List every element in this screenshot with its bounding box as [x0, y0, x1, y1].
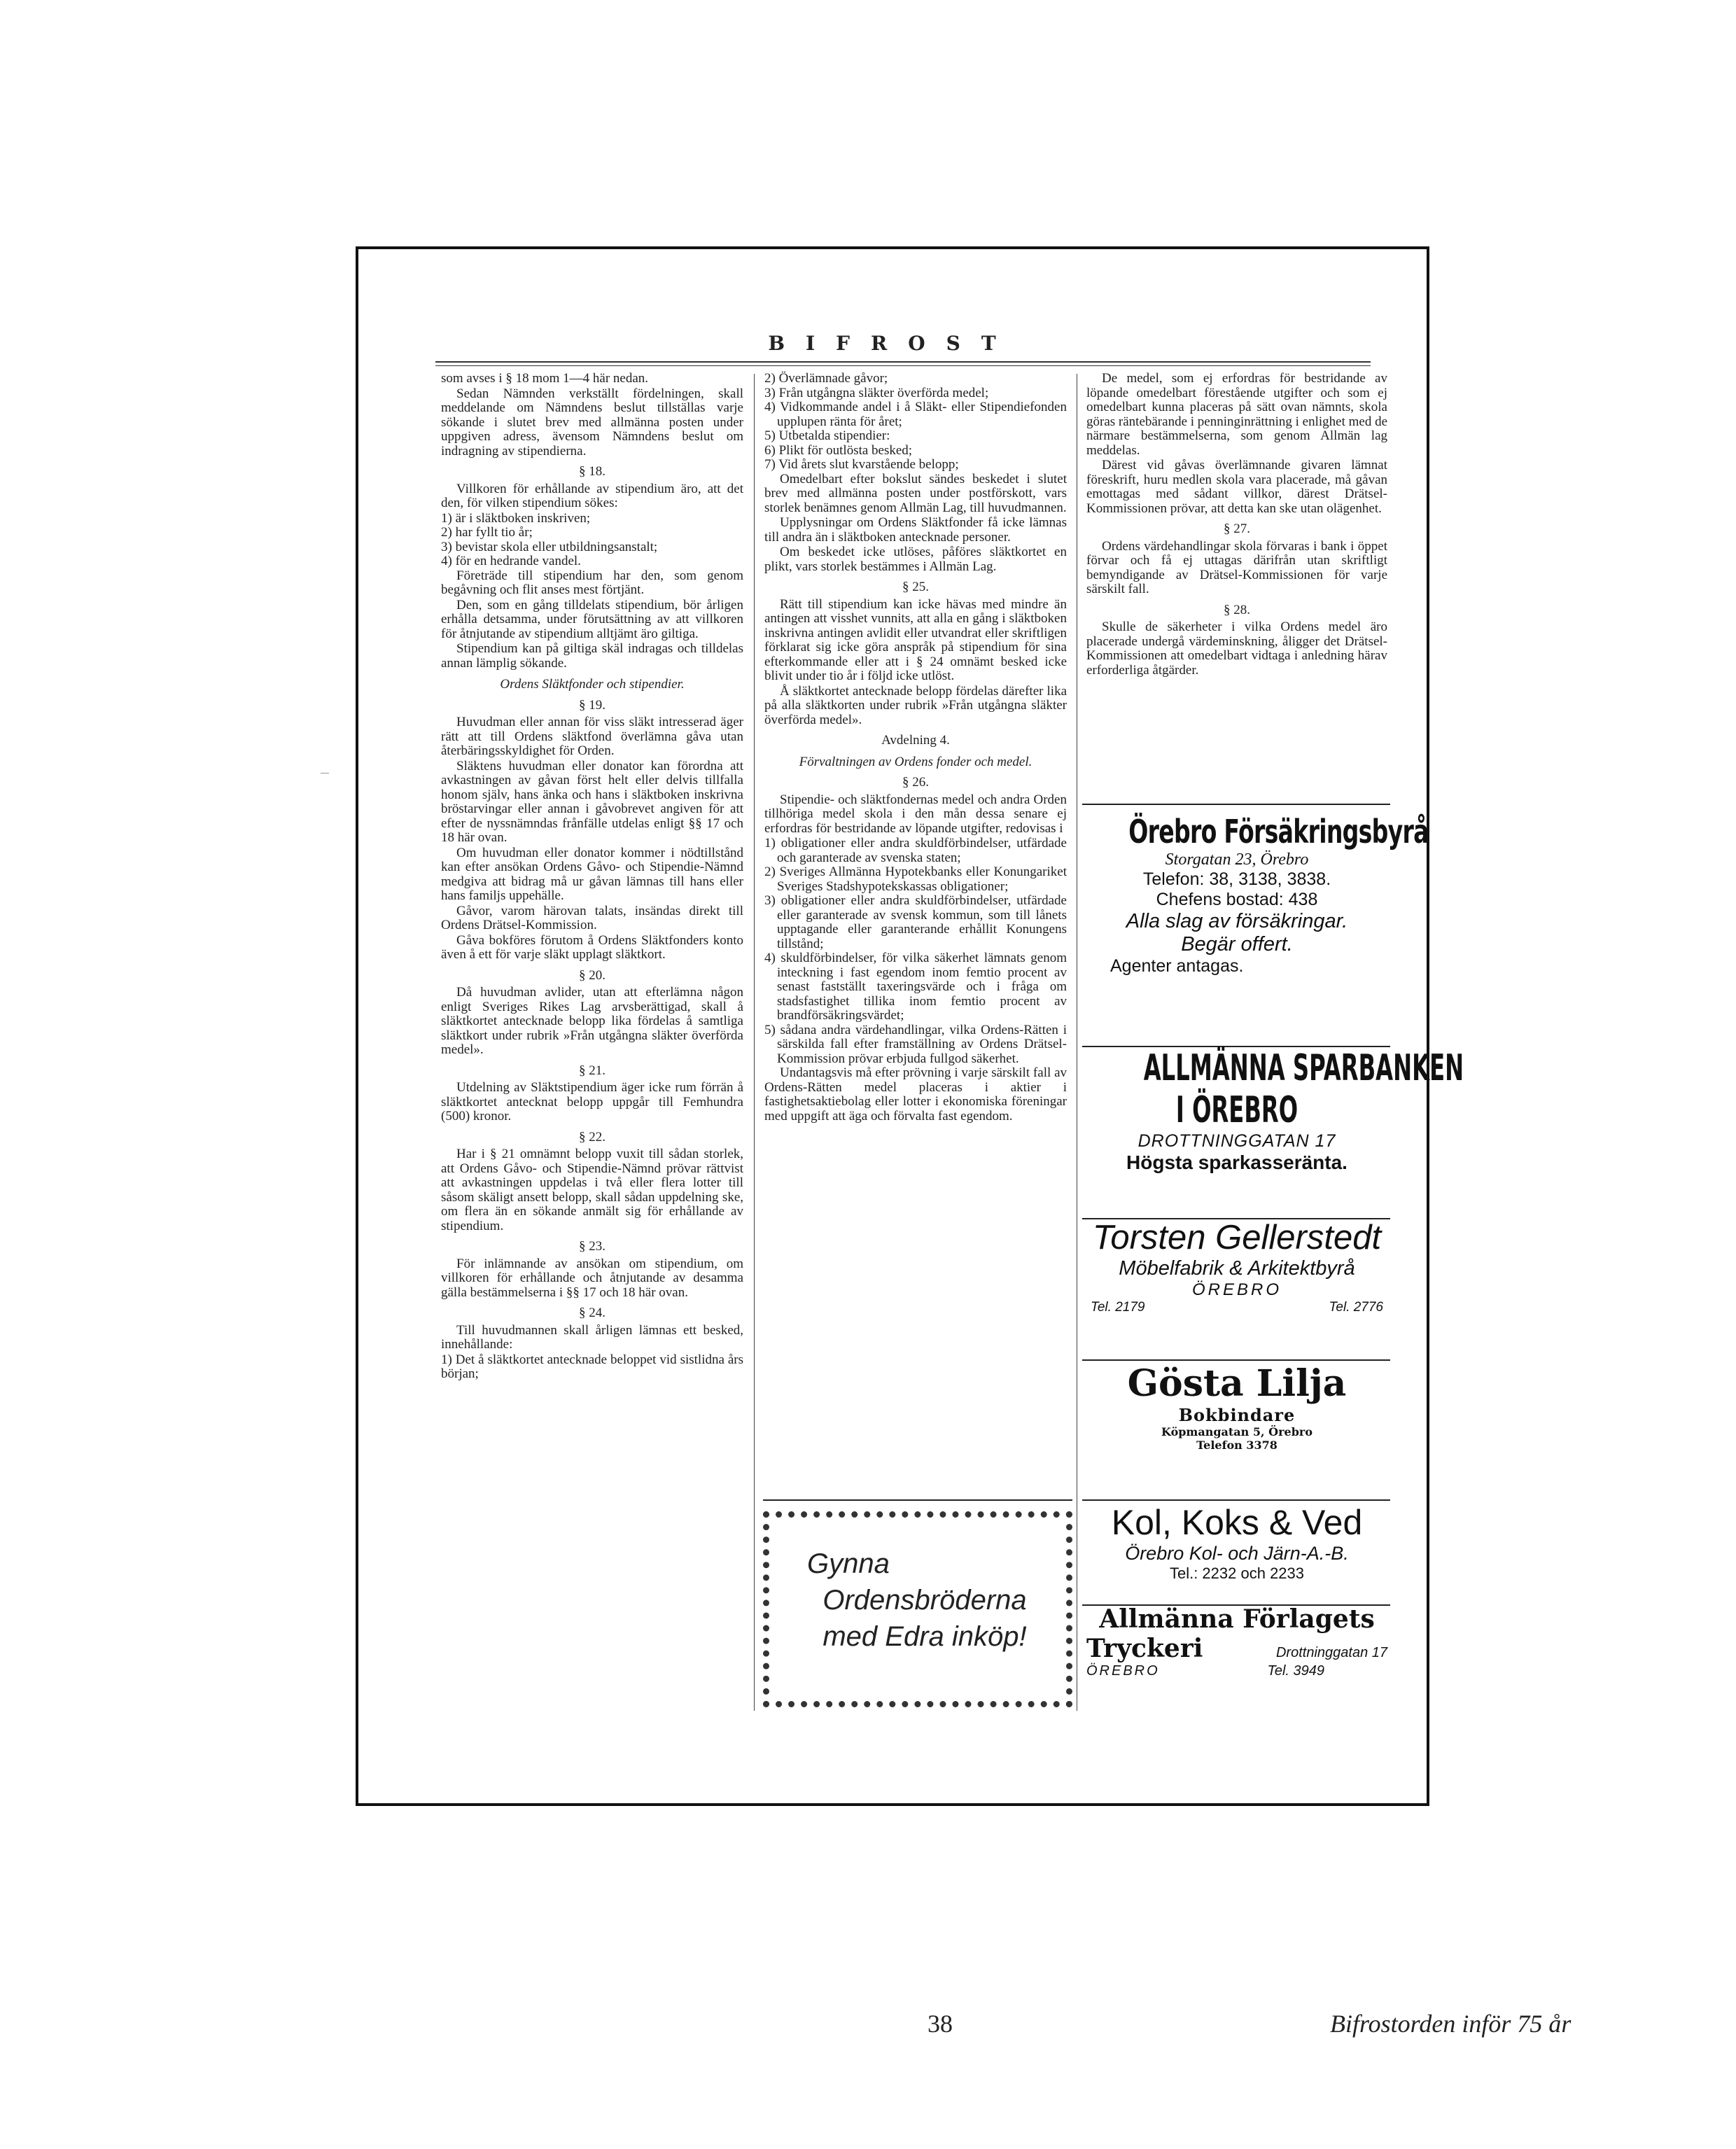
ad-row — [1086, 1663, 1387, 1679]
ordensbroder-ad-box — [763, 1511, 1072, 1707]
masthead-rule-thin — [435, 365, 1371, 366]
list-item: 5) sådana andra värdehandlingar, vilka Ordens-Rätten i särskilda fall efter framställning av Ordens Drätsel-Kommission prövar erbjuda fullgod säkerhet. — [764, 1022, 1067, 1066]
ad-line: Ordensbröderna — [822, 1585, 1027, 1616]
ordensbroder-ad-text — [797, 1546, 1052, 1655]
ad-phones — [1086, 1300, 1387, 1315]
paragraph: För inlämnande av ansökan om stipendium, om villkoren för erhållande och åtnjutande av desamma gälla bestämmelserna i §§ 17 och 18 här ovan. — [441, 1256, 743, 1300]
section-number: § 23. — [579, 1239, 606, 1254]
forsakringsbyra-ad — [1086, 813, 1429, 976]
section-number: § 27. — [1224, 522, 1250, 536]
ad-title: Torsten Gellerstedt — [1092, 1219, 1382, 1256]
list-item: 5) Utbetalda stipendier: — [764, 428, 890, 443]
ad-subtitle: Bokbindare — [1178, 1405, 1296, 1425]
section-heading: Förvaltningen av Ordens fonder och medel. — [799, 754, 1032, 769]
paragraph: Släktens huvudman eller donator kan förordna att avkastningen av gåvan först helt eller delvis tillfalla honom själv, hans änka och hans i släktboken inskrivna bröstarvingar eller annan i gåvobrevet angiven för att efter de nyssnämndas frånfälle utdelas enligt §§ 17 och 18 här ovan. — [441, 758, 743, 845]
ad-address: DROTTNINGGATAN 17 — [1138, 1131, 1336, 1151]
ad-title: Örebro Försäkringsbyrå — [1128, 813, 1429, 850]
page-frame — [356, 246, 1464, 1806]
ad-residence: Chefens bostad: 438 — [1156, 890, 1318, 909]
ad-subtitle: Örebro Kol- och Järn-A.-B. — [1125, 1543, 1349, 1564]
ad-title: I ÖREBRO — [1175, 1089, 1298, 1131]
list-item: 2) Överlämnade gåvor; — [764, 371, 888, 386]
ad-rule — [1082, 1499, 1390, 1501]
paragraph: Till huvudmannen skall årligen lämnas ett besked, innehållande: — [441, 1322, 743, 1352]
statement-list — [764, 372, 1067, 472]
section-number: § 28. — [1224, 602, 1250, 617]
paragraph: Den, som en gång tilldelats stipendium, bör årligen erhålla detsamma, under förutsättning av att villkoren för åtnjutande av stipendium alltjämt äro giltiga. — [441, 597, 743, 641]
paragraph: 1) Det å släktkortet antecknade beloppet vid sistlidna års början; — [441, 1352, 743, 1381]
ad-phone: Tel.: 2232 och 2233 — [1169, 1564, 1305, 1582]
column-2-rule — [763, 1499, 1072, 1501]
list-item: 1) obligationer eller andra skuldförbindelser, utfärdade och garanterade av svenska staten; — [764, 836, 1067, 865]
paragraph: Har i § 21 omnämnt belopp vuxit till sådan storlek, att Ordens Gåvo- och Stipendie-Nämnd prövar rättvist att avkastningen uppdelas i två eller flera lotter till såsom skäligt ansett belopp, skall sådan uppdelning ske, om flera än en sökande anmält sig för erhållande av stipendium. — [441, 1147, 743, 1233]
ad-slogan: Alla slag av försäkringar. — [1126, 910, 1348, 932]
paragraph: som avses i § 18 mom 1—4 här nedan. — [441, 371, 649, 386]
sparbanken-ad — [1086, 1047, 1464, 1174]
ad-title: Allmänna Förlagets — [1099, 1604, 1375, 1634]
ad-slogan: Begär offert. — [1181, 933, 1293, 955]
column-3 — [1086, 372, 1387, 678]
section-number: § 20. — [579, 967, 606, 983]
paragraph: Sedan Nämnden verkställt fördelningen, skall meddelande om Nämndens beslut tillställas varje sökande i slutet brev med allmänna posten under uppgiven adress, ävensom Nämndens beslut om indragning av stipendierna. — [441, 386, 743, 458]
ad-agents: Agenter antagas. — [1110, 956, 1244, 976]
paragraph: Utdelning av Släktstipendium äger icke rum förrän å släktkortet antecknat belopp uppgår till Femhundra (500) kronor. — [441, 1080, 743, 1124]
ad-address: Köpmangatan 5, Örebro — [1161, 1425, 1312, 1438]
paragraph: Om beskedet icke utlöses, påföres släktkortet en plikt, vars storlek bestämmes i Allmän Lag. — [764, 545, 1067, 574]
ad-address: Drottninggatan 17 — [1275, 1645, 1387, 1660]
paragraph: Ordens värdehandlingar skola förvaras i bank i öppet förvar och få ej uttagas därifrån utan skriftligt bemyndigande av Drätsel-Kommissionen för varje särskilt fall. — [1086, 538, 1387, 596]
section-number: § 26. — [902, 775, 929, 790]
list-item: 3) bevistar skola eller utbildningsanstalt; — [441, 539, 658, 554]
ad-city: ÖREBRO — [1086, 1663, 1160, 1679]
section-number: § 25. — [902, 580, 929, 594]
ad-phone: Telefon 3378 — [1196, 1438, 1278, 1452]
paragraph: Gåvor, varom härovan talats, insändas direkt till Ordens Drätsel-Kommission. — [441, 903, 743, 932]
column-divider-1 — [754, 374, 755, 1711]
ad-phone: Tel. 2776 — [1329, 1300, 1383, 1315]
ad-title: Tryckeri — [1086, 1634, 1203, 1663]
investment-list — [764, 836, 1067, 1066]
paragraph: Gåva bokföres förutom å Ordens Släktfonders konto även å ett för varje släkt upplagt släktkort. — [441, 932, 743, 962]
paragraph: De medel, som ej erfordras för bestridande av löpande omedelbart förestående utgifter och som ej omedelbart kunna placeras på sätt ovan nämnts, skola göras räntebärande i penninginrättning i enlighet med de närmare bestämmelserna, som genom Allmän lag meddelas. — [1086, 371, 1387, 458]
paragraph: Då huvudman avlider, utan att efterlämna någon enligt Sveriges Rikes Lag arvsberättigad, skall å släktkortet antecknade belopp lika fördelas å samtliga släktkort under rubrik »Från utgångna släkter överförda medel». — [441, 985, 743, 1057]
section-heading: Ordens Släktfonder och stipendier. — [500, 677, 685, 692]
gosta-lilja-ad — [1086, 1362, 1387, 1452]
ad-line: Gynna — [807, 1548, 890, 1579]
section-number: § 21. — [579, 1063, 606, 1078]
masthead: BIFROST — [768, 332, 1017, 355]
ad-title: ALLMÄNNA SPARBANKEN — [1143, 1047, 1464, 1089]
kol-koks-ved-ad — [1086, 1502, 1387, 1583]
paragraph: Skulle de säkerheter i vilka Ordens medel äro placerade undergå värdeminskning, åligger det Drätsel-Kommissionen att omedelbart vidtaga i anledning härav erforderliga åtgärder. — [1086, 620, 1387, 678]
paragraph: Företräde till stipendium har den, som genom begåvning och flit anses mest förtjänt. — [441, 568, 743, 597]
list-item: 2) Sveriges Allmänna Hypotekbanks eller Konungariket Sveriges Stadshypotekskassas obligationer; — [764, 864, 1067, 894]
list-item: 6) Plikt för outlösta besked; — [764, 442, 913, 458]
section-number: § 24. — [579, 1306, 606, 1320]
ad-address: Storgatan 23, Örebro — [1165, 850, 1309, 869]
masthead-rule — [435, 361, 1371, 363]
list-item: 1) är i släktboken inskriven; — [441, 510, 591, 526]
paragraph: Rätt till stipendium kan icke hävas med mindre än antingen att visshet vunnits, att alla en gång i släktboken inskrivna antingen avlidit eller utvandrat eller skriftligen förklarat sig icke göra anspråk på stipendium för sina efterkommande eller att i § 24 omnämt besked icke blivit under tio år i följd icke utlöst. — [764, 596, 1067, 683]
book-title: Bifrostorden inför 75 år — [1330, 2010, 1572, 2038]
paragraph: Undantagsvis må efter prövning i varje särskilt fall av Ordens-Rätten medel placeras i aktier i fastighetsaktiebolag eller lotter i ekonomiska föreningar med uppgift att äga och förvalta fast egendom. — [764, 1065, 1067, 1124]
list-item: 7) Vid årets slut kvarstående belopp; — [764, 457, 959, 472]
ad-row — [1086, 1634, 1387, 1663]
paragraph: Därest vid gåvas överlämnande givaren lämnat föreskrift, huru medlen skola vara placerade, må gåvan emottagas med sådant villkor, därest Drätsel-Kommissionen prövar, att detta kan ske utan olägenhet. — [1086, 458, 1387, 516]
list-item: 4) skuldförbindelser, för vilka säkerhet lämnats genom inteckning i fast egendom inom femtio procent av senast fastställt taxeringsvärde och i fråga om stadsfastighet tillika inom femtio procent av brandförsäkringsvärdet; — [764, 951, 1067, 1023]
column-1 — [441, 372, 743, 1382]
margin-mark — [321, 773, 329, 774]
ad-phone: Telefon: 38, 3138, 3838. — [1142, 869, 1331, 889]
ad-tagline: Högsta sparkasseränta. — [1126, 1152, 1348, 1173]
column-2 — [764, 372, 1067, 1124]
list-item: 3) obligationer eller andra skuldförbindelser, utfärdade eller garanterade av svensk kommun, som till lånets upptagande eller garanterande erhållit Konungens tillstånd; — [764, 893, 1067, 951]
division-heading: Avdelning 4. — [881, 733, 950, 748]
section-number: § 18. — [579, 464, 606, 479]
paragraph: Omedelbart efter bokslut sändes beskedet i slutet brev med allmänna posten under postförskott, vars storlek benämnes genom Allmän Lag, till huvudmannen. — [764, 471, 1067, 515]
paragraph: Stipendie- och släktfondernas medel och andra Orden tillhöriga medel skola i den mån dessa senare ej erfordras för bestridande av löpande utgifter, redovisas i — [764, 792, 1067, 836]
forlagets-tryckeri-ad — [1086, 1604, 1387, 1679]
paragraph: Om huvudman eller donator kommer i nödtillstånd kan efter ansökan Ordens Gåvo- och Stipendie-Nämnd medgiva att bidrag må ur gåvan lämnas till hans eller hans familjs uppehälle. — [441, 845, 743, 903]
ad-city: ÖREBRO — [1191, 1280, 1282, 1299]
condition-list — [441, 512, 743, 569]
paragraph: Stipendium kan på giltiga skäl indragas och tilldelas annan lämplig sökande. — [441, 641, 743, 671]
list-item: 4) för en hedrande vandel. — [441, 554, 581, 568]
ad-rule — [1082, 1359, 1390, 1361]
gellerstedt-ad — [1086, 1218, 1387, 1315]
ad-title: Kol, Koks & Ved — [1111, 1503, 1363, 1542]
list-item: 2) har fyllt tio år; — [441, 525, 533, 540]
paragraph: Villkoren för erhållande av stipendium äro, att det den, för vilken stipendium sökes: — [441, 481, 743, 510]
ad-title: Gösta Lilja — [1127, 1362, 1347, 1405]
page-number: 38 — [927, 2010, 953, 2038]
list-item: 3) Från utgångna släkter överförda medel; — [764, 385, 989, 400]
paragraph: Upplysningar om Ordens Släktfonder få icke lämnas till andra än i släktboken antecknade personer. — [764, 515, 1067, 545]
list-item: 4) Vidkommande andel i å Släkt- eller Stipendiefonden upplupen ränta för året; — [764, 400, 1067, 429]
ad-rule — [1082, 804, 1390, 805]
ad-phone: Tel. 2179 — [1091, 1300, 1145, 1315]
section-number: § 19. — [579, 697, 606, 713]
ad-subtitle: Möbelfabrik & Arkitektbyrå — [1119, 1257, 1355, 1280]
paragraph: Å släktkortet antecknade belopp fördelas därefter lika på alla släktkorten under rubrik »Från utgångna släkter överförda medel». — [764, 683, 1067, 727]
ad-line: med Edra inköp! — [822, 1621, 1027, 1652]
ad-phone: Tel. 3949 — [1267, 1663, 1324, 1679]
section-number: § 22. — [579, 1129, 606, 1144]
paragraph: Huvudman eller annan för viss släkt intresserad äger rätt att till Ordens släktfond överlämna gåva utan återbäringsskyldighet för Orden. — [441, 715, 743, 758]
